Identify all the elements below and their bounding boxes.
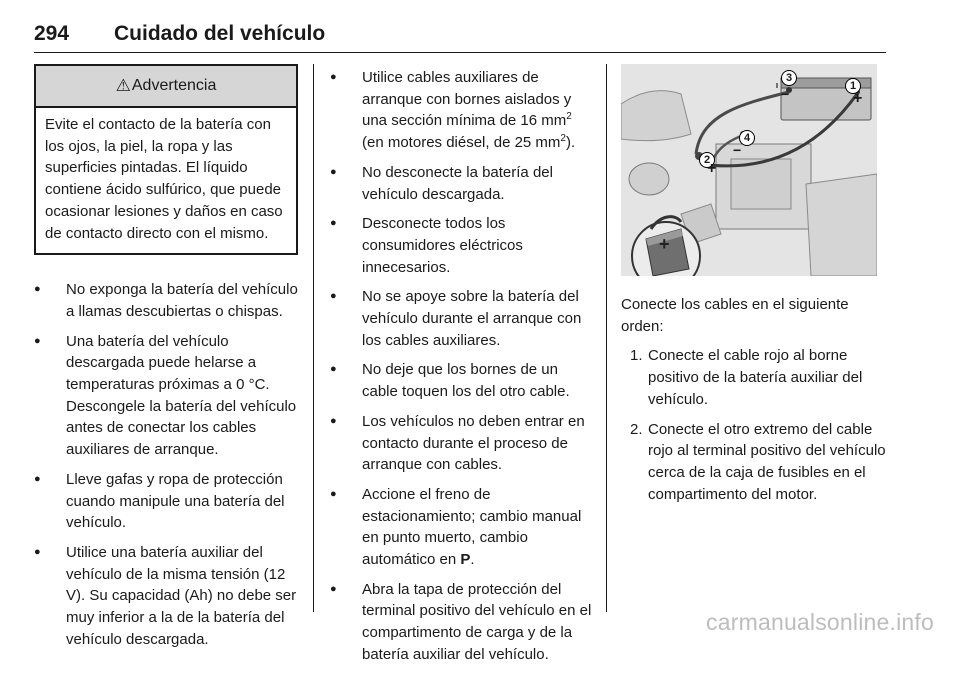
watermark: carmanualsonline.info xyxy=(706,609,934,635)
plus-icon: + xyxy=(659,234,670,254)
callout-label-4: 4 xyxy=(739,130,755,146)
list-item: ● No deje que los bornes de un cable toquen los del otro cable. xyxy=(330,359,594,402)
left-column xyxy=(34,64,298,658)
list-item: ● No exponga la batería del vehículo a llamas descubiertas o chispas. xyxy=(34,279,298,322)
callout-label-2: 2 xyxy=(699,152,715,168)
list-item: ● No se apoye sobre la batería del vehículo durante el arranque con los cables auxiliares. xyxy=(330,286,594,351)
warning-box xyxy=(34,64,298,255)
warning-header xyxy=(36,66,296,108)
list-item: ● Utilice una batería auxiliar del vehículo de la misma tensión (12 V). Su capacidad (Ah) no debe ser muy inferior a la de la batería del vehículo descargada. xyxy=(34,542,298,651)
page-header xyxy=(34,22,886,53)
list-item: ● Accione el freno de estacionamiento; cambio manual en punto muerto, cambio automático en P. xyxy=(330,484,594,571)
left-bullet-list xyxy=(34,279,298,650)
jump-start-illustration xyxy=(621,64,877,276)
list-item: ● Utilice cables auxiliares de arranque con bornes aislados y una sección mínima de 16 $mm^2$ (en motores diésel, de 25 $mm^2$). xyxy=(330,67,594,154)
warning-triangle-icon: ⚠ xyxy=(115,76,131,95)
warning-title: Advertencia xyxy=(131,77,217,94)
page-title: Cuidado del vehículo xyxy=(114,22,326,45)
callout-label-3: 3 xyxy=(781,70,797,86)
plus-icon: + xyxy=(707,160,717,177)
warning-body: Evite el contacto de la batería con los ojos, la piel, la ropa y las superficies pintadas. El líquido contiene ácido sulfúrico, que puede ocasionar lesiones y daños en caso de contacto directo con el mismo. xyxy=(45,116,283,242)
list-item: ● Abra la tapa de protección del terminal positivo del vehículo en el compartimento de carga y de la batería auxiliar del vehículo. xyxy=(330,579,594,666)
list-item: 2. Conecte el otro extremo del cable rojo al terminal positivo del vehículo cerca de la caja de fusibles en el compartimento del motor. xyxy=(630,420,886,503)
list-item: ● Desconecte todos los consumidores eléctricos innecesarios. xyxy=(330,213,594,278)
steps-intro: Conecte los cables en el siguiente orden: xyxy=(621,296,849,335)
minus-icon: − xyxy=(781,86,790,102)
callout-label-1: 1 xyxy=(845,78,861,94)
list-item: ● Una batería del vehículo descargada puede helarse a temperaturas próximas a 0 °C. Descongele la batería del vehículo antes de conectar los cables auxiliares de arranque. xyxy=(34,331,298,461)
list-item: ● No desconecte la batería del vehículo descargada. xyxy=(330,162,594,205)
page-number: 294 xyxy=(34,22,70,45)
list-item: ● Los vehículos no deben entrar en contacto durante el proceso de arranque con cables. xyxy=(330,411,594,476)
column-divider xyxy=(606,64,607,612)
minus-icon: − xyxy=(733,142,742,158)
list-item: 1. Conecte el cable rojo al borne positivo de la batería auxiliar del vehículo. xyxy=(630,347,863,408)
column-divider xyxy=(313,64,314,612)
middle-column xyxy=(330,67,594,674)
list-item: ● Lleve gafas y ropa de protección cuando manipule una batería del vehículo. xyxy=(34,469,298,534)
plus-icon: + xyxy=(853,90,863,107)
right-column xyxy=(621,64,887,513)
steps-list xyxy=(621,345,887,505)
middle-bullet-list xyxy=(330,67,594,666)
